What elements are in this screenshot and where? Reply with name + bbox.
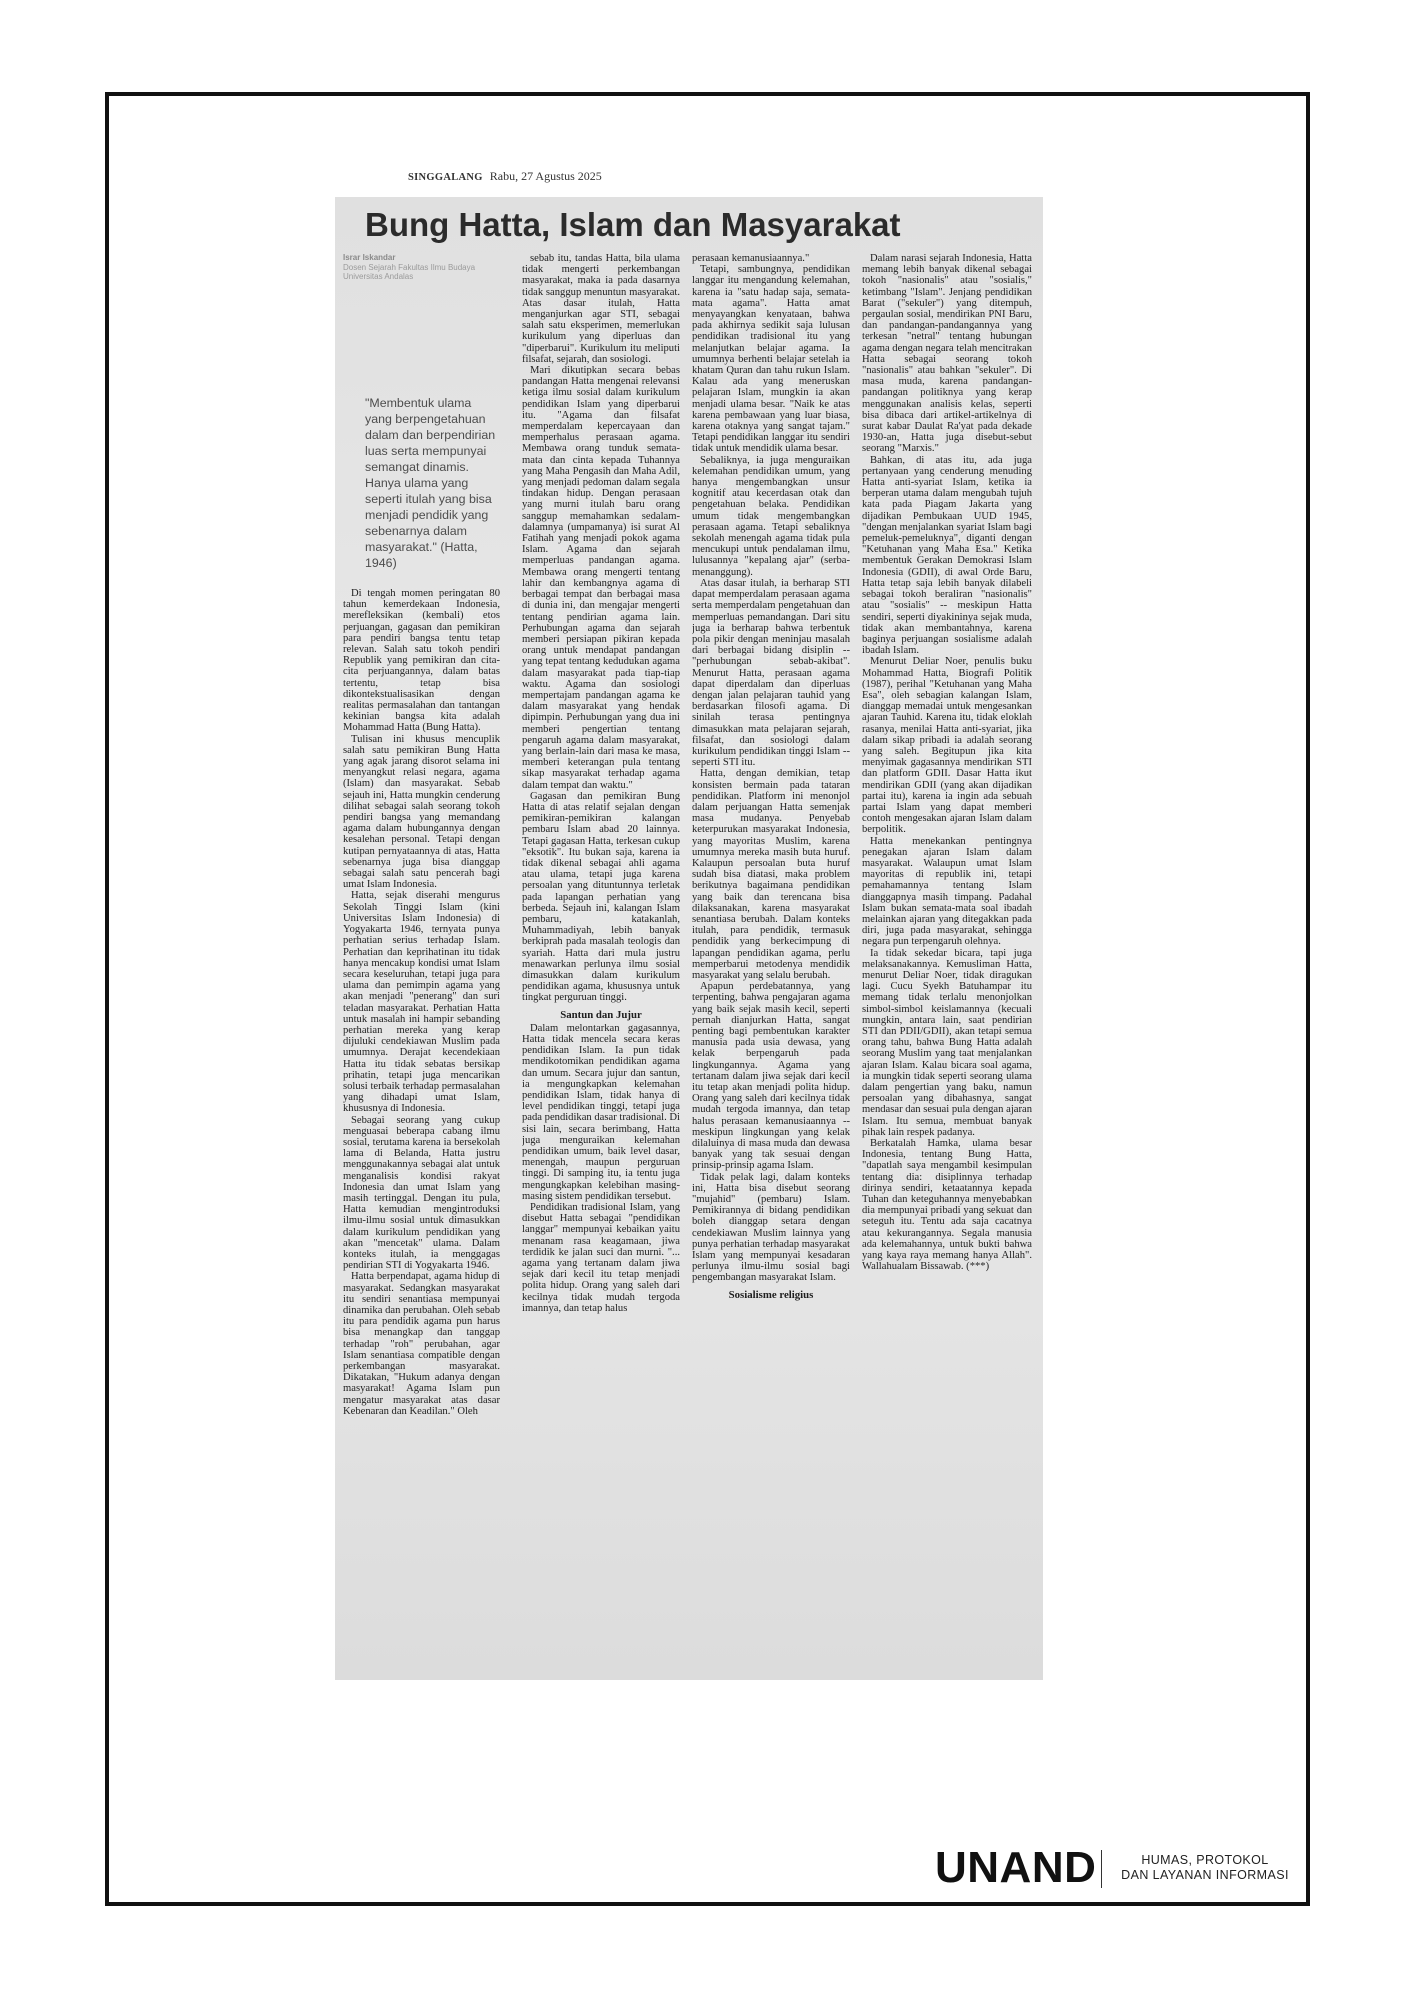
article-paragraph: Atas dasar itulah, ia berharap STI dapat memperdalam perasaan agama serta memperdalam pengetahuan dan memperluas pemandangan. Dari situ juga ia berharap bahwa terbentuk pola pikir dengan meninjau masalah dari berbagai bidang disiplin -- "perhubungan sebab-akibat". Menurut Hatta, perasaan agama dapat diperdalam dan diperluas dengan jalan pelajaran tauhid yang berdasarkan filosofi agama. Di sinilah terasa pentingnya dimasukkan mata pelajaran sejarah, filsafat, dan sosiologi dalam kurikulum pendidikan tinggi Islam -- seperti STI itu.: [692, 577, 850, 769]
author-name: Israr Iskandar: [343, 253, 396, 262]
article-paragraph: Pendidikan tradisional Islam, yang disebut Hatta sebagai "pendidikan langgar" mempunyai kebaikan yaitu menanam rasa keagamaan, jiwa terdidik ke jalan suci dan murni. "... agama yang tertanam dalam jiwa sejak dari kecil itu tetap menjadi polita hidup. Orang yang saleh dari kecilnya tidak mudah tergoda imannya, dan tetap halus: [522, 1202, 680, 1314]
footer-unit-name: [1106, 1853, 1304, 1883]
article-column-3: [692, 253, 850, 1676]
article-paragraph: Hatta menekankan pentingnya penegakan ajaran Islam dalam masyarakat. Walaupun umat Islam mayoritas di republik ini, tetapi pemahamannya tentang Islam dianggapnya masih timpang. Padahal Islam bukan semata-mata soal ibadah melainkan ajaran yang ditegakkan pada diri, juga pada masyarakat, sehingga negara pun terpengaruh olehnya.: [862, 835, 1032, 948]
article-paragraph: perasaan kemanusiaannya.": [692, 253, 810, 264]
article-paragraph: Menurut Deliar Noer, penulis buku Mohammad Hatta, Biografi Politik (1987), perihal "Ketuhanan yang Maha Esa", oleh sebagian kalangan Islam, dianggap memadai untuk mengesankan ajaran Tauhid. Karena itu, tidak eloklah rasanya, menilai Hatta anti-syariat, jika dalam sikap pribadi ia adalah seorang yang saleh. Begitupun jika kita menyimak gagasannya mendirikan STI dan platform GDII. Dasar Hatta ikut mendirikan GDII (yang akan dijadikan partai itu), karena ia ingin ada sebuah partai Islam yang dapat memberi contoh mengesakan ajaran Islam dalam berpolitik.: [862, 656, 1032, 836]
article-paragraph: Apapun perdebatannya, yang terpenting, bahwa pengajaran agama yang baik sejak masih kecil, seperti pernah dianjurkan Hatta, sangat penting bagi pembentukan karakter manusia pada usia dewasa, yang kelak berpengaruh pada lingkungannya. Agama yang tertanam dalam jiwa sejak dari kecil itu tetap akan menjadi polita hidup. Orang yang saleh dari kecilnya tidak mudah tergoda imannya, dan tetap halus perasaan kemanusiaannya -- meskipun lingkungan yang kelak dilaluinya di masa muda dan dewasa banyak yang tak sesuai dengan prinsip-prinsip agama Islam.: [692, 981, 850, 1172]
article-paragraph: Tulisan ini khusus mencuplik salah satu pemikiran Bung Hatta yang agak jarang disorot selama ini menyangkut relasi negara, agama (Islam) dan masyarakat. Sebab sejauh ini, Hatta mungkin cenderung dilihat sebagai salah seorang tokoh pendiri bangsa yang memandang agama dalam hubungannya dengan kesalehan personal. Tetapi dengan kutipan pernyataannya di atas, Hatta sebenarnya juga bisa dianggap sebagai salah satu pencerah bagi umat Islam Indonesia.: [343, 733, 500, 891]
footer-divider: [1101, 1850, 1102, 1888]
article-paragraph: Sebaliknya, ia juga menguraikan kelemahan pendidikan umum, yang hanya mengembangkan unsur kognitif atau kecerdasan otak dan pengetahuan belaka. Pendidikan umum tidak mengembangkan perasaan agama. Tetapi sebaliknya sekolah menengah agama tidak pula mencukupi untuk pendalaman ilmu, lulusannya "kepalang ajar" (serba-menanggung).: [692, 454, 850, 578]
article-paragraph: Dalam melontarkan gagasannya, Hatta tidak mencela secara keras pendidikan Islam. Ia pun tidak mendikotomikan pendidikan agama dan umum. Secara jujur dan santun, ia mengungkapkan kelemahan pendidikan Islam, tidak hanya di level pendidikan tinggi, tetapi juga pada pendidikan dasar tradisional. Di sisi lain, secara berimbang, Hatta juga menguraikan kelemahan pendidikan umum, baik level dasar, menengah, maupun perguruan tinggi. Di samping itu, ia tentu juga mengungkapkan kelebihan masing-masing sistem pendidikan tersebut.: [522, 1022, 680, 1202]
article-paragraph: Sebagai seorang yang cukup menguasai beberapa cabang ilmu sosial, terutama karena ia bersekolah lama di Belanda, Hatta justru menggunakannya sebagai alat untuk menganalisis kondisi rakyat Indonesia dan umat Islam yang masih tertinggal. Dengan itu pula, Hatta kemudian mengintroduksi ilmu-ilmu sosial untuk dimasukkan dalam kurikulum pendidikan yang akan "mencetak" ulama. Dalam konteks itulah, ia menggagas pendirian STI di Yogyakarta 1946.: [343, 1114, 500, 1272]
article-paragraph: Hatta, dengan demikian, tetap konsisten bermain pada tataran pendidikan. Platform ini menonjol dalam perjuangan Hatta semenjak masa mudanya. Penyebab keterpurukan masyarakat Indonesia, yang mayoritas Muslim, karena umumnya mereka masih buta huruf. Kalaupun persoalan buta huruf sudah bisa diatasi, maka problem berikutnya bagaimana pendidikan yang baik dan terencana bisa dilaksanakan, karena masyarakat senantiasa berubah. Dalam konteks itulah, para pendidik, termasuk pendidik yang berkecimpung di lapangan pendidikan agama, perlu memperbarui metodenya mendidik masyarakat yang selalu berubah.: [692, 768, 850, 981]
author-institution: Universitas Andalas: [343, 272, 414, 281]
unand-logo-text: UNAND: [935, 1843, 1097, 1892]
pull-quote: [365, 395, 501, 571]
section-subheading: Santun dan Jujur: [560, 1008, 642, 1021]
article-paragraph: Mari dikutipkan secara bebas pandangan Hatta mengenai relevansi ketiga ilmu sosial dalam kurikulum pendidikan Islam yang diperbarui itu. "Agama dan filsafat memperdalam kepercayaan dan memperhalus perasaan agama. Membawa orang tunduk semata-mata dan cinta kepada Tuhannya yang Maha Pengasih dan Maha Adil, yang menjadi pedoman dalam segala tindakan hidup. Dengan perasaan yang murni itulah baru orang sanggup memahamkan sedalam-dalamnya (umpamanya) isi surat Al Fatihah yang menjadi pokok agama Islam. Agama dan sejarah memperluas pandangan agama. Membawa orang mengerti tentang lahir dan kembangnya agama di berbagai tempat dan berbagai masa di dunia ini, dan mengajar mengerti tentang pendirian agama lain. Perhubungan agama dan sejarah memberi persiapan pikiran kepada orang untuk mendapat pandangan yang tepat tentang kedudukan agama dalam masyarakat pada tiap-tiap waktu. Agama dan sosiologi mempertajam pandangan agama ke dalam masyarakat yang hendak dipimpin. Perhubungan yang dua ini memberi pengertian tentang pengaruh agama dalam masyarakat, yang berlain-lain dari masa ke masa, memberi keterangan pula tentang sikap masyarakat terhadap agama dalam tempat dan waktu.": [522, 365, 680, 791]
article-paragraph: Hatta berpendapat, agama hidup di masyarakat. Sedangkan masyarakat itu sendiri senantiasa mempunyai dinamika dan perubahan. Oleh sebab itu para pendidik agama pun harus bisa menangkap dan tanggap terhadap "roh" perubahan, agar Islam senantiasa compatible dengan perkembangan masyarakat. Dikatakan, "Hukum adanya dengan masyarakat! Agama Islam pun mengatur masyarakat atas dasar Kebenaran dan Keadilan." Oleh: [343, 1271, 500, 1417]
author-byline: [343, 253, 500, 282]
article-paragraph: Gagasan dan pemikiran Bung Hatta di atas relatif sejalan dengan pemikiran-pemikiran kalangan pembaru Islam abad 20 lainnya. Tetapi gagasan Hatta, terkesan cukup "eksotik". Itu bukan saja, karena ia tidak dikenal sebagai ahli agama atau ulama, tetapi juga karena persoalan yang dituntunnya terletak pada lapangan perhatian yang berbeda. Sejauh ini, kalangan Islam pembaru, katakanlah, Muhammadiyah, lebih banyak berkiprah pada masalah teologis dan syariah. Hatta dari mula justru menawarkan perlunya ilmu sosial dimasukkan dalam kurikulum pendidikan agama, khususnya untuk tingkat perguruan tinggi.: [522, 790, 680, 1004]
article-paragraph: Tetapi, sambungnya, pendidikan langgar itu mengandung kelemahan, karena ia "satu hadap saja, semata-mata agama". Hatta amat menyayangkan kenyataan, bahwa pada akhirnya sedikit saja lulusan pendidikan tradisional itu yang melanjutkan belajar agama. Ia umumnya berhenti belajar setelah ia khatam Quran dan tahu rukun Islam. Kalau ada yang meneruskan pelajaran Islam, mungkin ia akan menjadi ulama besar. "Naik ke atas karena pembawaan yang luar biasa, karena otaknya yang sangat tajam." Tetapi pendidikan langgar itu sendiri tidak untuk mendidik ulama besar.: [692, 264, 850, 455]
article-paragraph: Berkatalah Hamka, ulama besar Indonesia, tentang Bung Hatta, "dapatlah saya mengambil kesimpulan tentang dia: disiplinnya terhadap dirinya sendiri, ketaatannya kepada Tuhan dan keteguhannya menyebabkan dia mempunyai pribadi yang sekuat dan seteguh itu. Tentu ada saja cacatnya atau kekurangannya. Segala manusia ada kelemahannya, untuk bukti bahwa yang kaya raya memang hanya Allah". Wallahualam Bissawab. (***): [862, 1138, 1032, 1273]
article-paragraph: Di tengah momen peringatan 80 tahun kemerdekaan Indonesia, merefleksikan (kembali) etos perjuangan, gagasan dan pemikiran para pendiri bangsa tentu tetap relevan. Salah satu tokoh pendiri Republik yang pemikiran dan cita-cita perjuangannya, dalam batas tertentu, tetap bisa dikontekstualisasikan dengan realitas permasalahan dan tantangan kekinian bangsa kita adalah Mohammad Hatta (Bung Hatta).: [343, 588, 500, 734]
article-paragraph: Dalam narasi sejarah Indonesia, Hatta memang lebih banyak dikenal sebagai tokoh "nasionalis" atau "sosialis," ketimbang "Islam". Jenjang pendidikan Barat ("sekuler") yang ditempuh, pergaulan sosial, mendirikan PNI Baru, dan pandangan-pandangannya yang terkesan "netral" tentang hubungan agama dengan negara telah mencitrakan Hatta sebagai seorang tokoh "nasionalis" atau bahkan "sekuler". Di masa muda, karena pandangan-pandangan politiknya yang kerap menggunakan analisis kelas, seperti bisa dibaca dari artikel-artikelnya di surat kabar Daulat Ra'yat pada dekade 1930-an, Hatta juga disebut-sebut seorang "Marxis.": [862, 253, 1032, 455]
article-paragraph: Ia tidak sekedar bicara, tapi juga melaksanakannya. Kemusliman Hatta, menurut Deliar Noer, tidak diragukan lagi. Cucu Syekh Batuhampar itu memang tidak terlalu menonjolkan simbol-simbol keislamannya (kecuali mungkin, antara lain, saat pendirian STI dan PDII/GDII), akan tetapi semua orang tahu, bahwa Bung Hatta adalah seorang Muslim yang taat menjalankan ajaran Islam. Kalau bicara soal agama, ia mungkin tidak seperti seorang ulama dalam pengertian yang baku, namun persoalan yang dibahasnya, sangat mendasar dan sesuai pula dengan ajaran Islam. Itu semua, membuat banyak pihak lain respek padanya.: [862, 947, 1032, 1138]
article-paragraph: Hatta, sejak diserahi mengurus Sekolah Tinggi Islam (kini Universitas Islam Indonesia) di Yogyakarta 1946, ternyata punya perhatian serius terhadap Islam. Perhatian dan keprihatinan itu tidak hanya mencakup kondisi umat Islam secara keseluruhan, tetapi juga para ulama dan pemimpin agama yang akan menjadi "penerang" dan suri teladan masyarakat. Perhatian Hatta untuk masalah ini hampir sebanding perhatian mereka yang kerap dijuluki cendekiawan Muslim pada umumnya. Derajat kecendekiaan Hatta itu tidak sebatas bersikap prihatin, tetapi juga mencarikan solusi terbaik terhadap permasalahan yang dihadapi umat Islam, khususnya di Indonesia.: [343, 890, 500, 1115]
pull-quote-source: (Hatta, 1946): [365, 540, 478, 570]
article-paragraph: sebab itu, tandas Hatta, bila ulama tidak mengerti perkembangan masyarakat, maka ia pada dasarnya tidak sanggup menuntun masyarakat. Atas dasar itulah, Hatta menganjurkan agar STI, sebagai salah satu eksperimen, memerlukan kurikulum yang diperluas dan "diperbarui". Kurikulum itu meliputi filsafat, sejarah, dan sosiologi.: [522, 253, 680, 365]
publication-date: Rabu, 27 Agustus 2025: [489, 169, 602, 183]
newspaper-masthead: [408, 169, 602, 185]
article-column-4: [862, 253, 1032, 1676]
article-column-2: [522, 253, 680, 1676]
footer-unit-line1: HUMAS, PROTOKOL: [1141, 1853, 1269, 1867]
pull-quote-text: "Membentuk ulama yang berpengetahuan dalam dan berpendirian luas serta mempunyai semangat dinamis. Hanya ulama yang seperti itulah yang bisa menjadi pendidik yang sebenarnya dalam masyarakat.": [365, 396, 496, 554]
section-subheading: Sosialisme religius: [728, 1288, 814, 1301]
article-paragraph: Tidak pelak lagi, dalam konteks ini, Hatta bisa disebut seorang "mujahid" (pembaru) Islam. Pemikirannya di bidang pendidikan boleh dianggap setara dengan cendekiawan Muslim lainnya yang punya perhatian terhadap masyarakat Islam yang mempunyai kesadaran perlunya ilmu-ilmu sosial bagi pengembangan masyarakat Islam.: [692, 1171, 850, 1284]
article-column-1: [343, 588, 500, 1676]
author-affiliation: Dosen Sejarah Fakultas Ilmu Budaya: [343, 262, 476, 272]
article-paragraph: Bahkan, di atas itu, ada juga pertanyaan yang cenderung menuding Hatta anti-syariat Islam, ketika ia berperan utama dalam mengubah tujuh kata pada Piagam Jakarta yang dijadikan Pembukaan UUD 1945, "dengan menjalankan syariat Islam bagi pemeluk-pemeluknya", diganti dengan "Ketuhanan yang Maha Esa." Ketika membentuk Gerakan Demokrasi Islam Indonesia (GDII), di awal Orde Baru, Hatta tetap saja lebih banyak dilabeli sebagai tokoh beraliran "nasionalis" atau "sosialis" -- meskipun Hatta sendiri, seperti diyakininya sejak muda, tidak akan membantahnya, karena baginya perjuangan sosialisme adalah ibadah Islam.: [862, 454, 1032, 657]
newspaper-name: SINGGALANG: [408, 172, 483, 183]
article-title: Bung Hatta, Islam dan Masyarakat: [365, 206, 901, 243]
footer-unit-line2: DAN LAYANAN INFORMASI: [1121, 1868, 1289, 1882]
